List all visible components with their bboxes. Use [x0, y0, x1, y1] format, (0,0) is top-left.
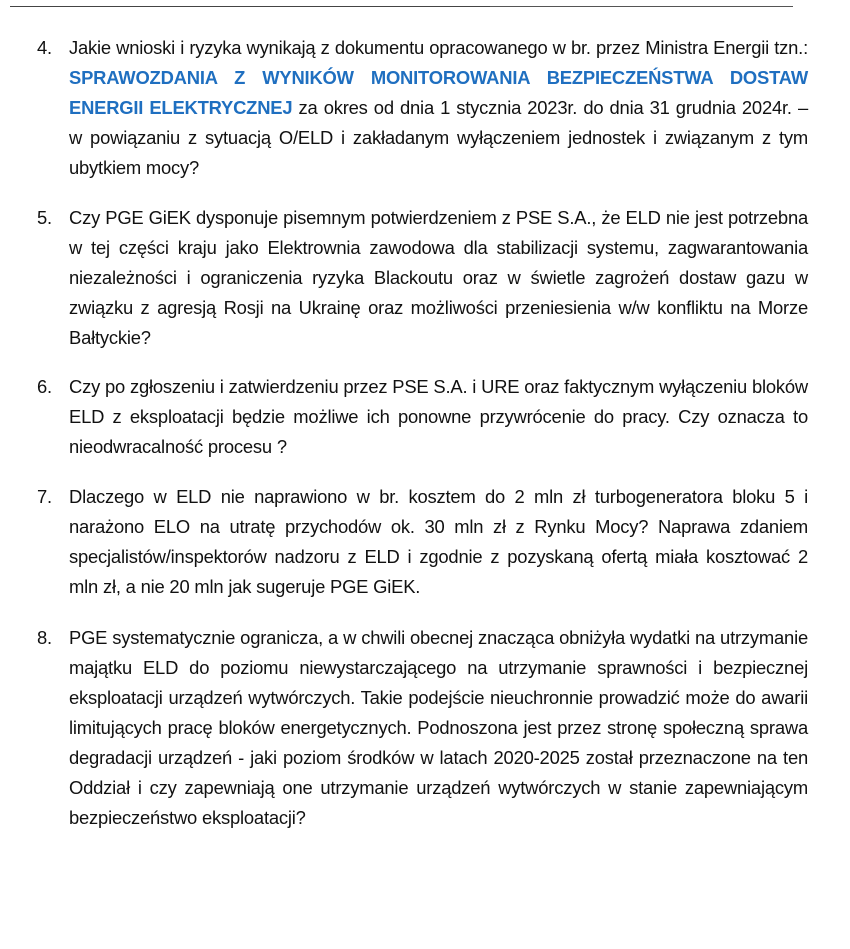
question-text-continued: za okres od dnia 1 stycznia 2023r. do dnia 31 grudnia 2024r. – w powiązaniu z sytuacją O/ELD i zakładanym wyłączeniem jednostek i związanym z tym ubytkiem mocy? — [69, 97, 808, 178]
header-divider-right — [490, 6, 793, 7]
question-text: Dlaczego w ELD nie naprawiono w br. kosztem do 2 mln zł turbogeneratora bloku 5 i narażono ELO na utratę przychodów ok. 30 mln zł z Rynku Mocy? Naprawa zdaniem specjalistów/inspektorów nadzoru z ELD i zgodnie z pozyskaną ofertą miała kosztować 2 mln zł, a nie 20 mln jak sugeruje PGE GiEK. — [69, 486, 808, 597]
question-item-4 — [0, 33, 808, 183]
question-text: PGE systematycznie ogranicza, a w chwili obecnej znacząca obniżyła wydatki na utrzymanie majątku ELD do poziomu niewystarczającego na utrzymanie sprawności i bezpiecznej eksploatacji urządzeń wytwórczych. Takie podejście nieuchronnie prowadzić może do awarii limitujących pracę bloków energetycznych. Podnoszona jest przez stronę społeczną sprawa degradacji urządzeń - jaki poziom środków w latach 2020-2025 został przeznaczone na ten Oddział i czy zapewniają one utrzymanie urządzeń wytwórczych w stanie zapewniającym bezpieczeństwo eksploatacji? — [69, 627, 808, 828]
question-number: 5. — [37, 207, 52, 228]
question-text: Czy PGE GiEK dysponuje pisemnym potwierdzeniem z PSE S.A., że ELD nie jest potrzebna w tej części kraju jako Elektrownia zawodowa dla stabilizacji systemu, zagwarantowania niezależności i ograniczenia ryzyka Blackoutu oraz w świetle zagrożeń dostaw gazu w związku z agresją Rosji na Ukrainę oraz możliwości przeniesienia w/w konfliktu na Morze Bałtyckie? — [69, 207, 808, 348]
report-title-highlight: SPRAWOZDANIA Z WYNIKÓW MONITOROWANIA BEZPIECZEŃSTWA DOSTAW ENERGII ELEKTRYCZNEJ — [69, 67, 808, 118]
header-divider — [10, 6, 490, 7]
question-text: Jakie wnioski i ryzyka wynikają z dokumentu opracowanego w br. przez Ministra Energii tzn.: — [69, 37, 808, 58]
question-item-5 — [0, 203, 808, 353]
question-number: 7. — [37, 486, 52, 507]
question-item-8 — [0, 623, 808, 833]
question-list — [0, 33, 850, 851]
question-number: 4. — [37, 37, 52, 58]
question-item-6 — [0, 372, 808, 462]
question-number: 6. — [37, 376, 52, 397]
question-item-7 — [0, 482, 808, 602]
question-text: Czy po zgłoszeniu i zatwierdzeniu przez PSE S.A. i URE oraz faktycznym wyłączeniu bloków ELD z eksploatacji będzie możliwe ich ponowne przywrócenie do pracy. Czy oznacza to nieodwracalność procesu ? — [69, 376, 808, 457]
question-number: 8. — [37, 627, 52, 648]
